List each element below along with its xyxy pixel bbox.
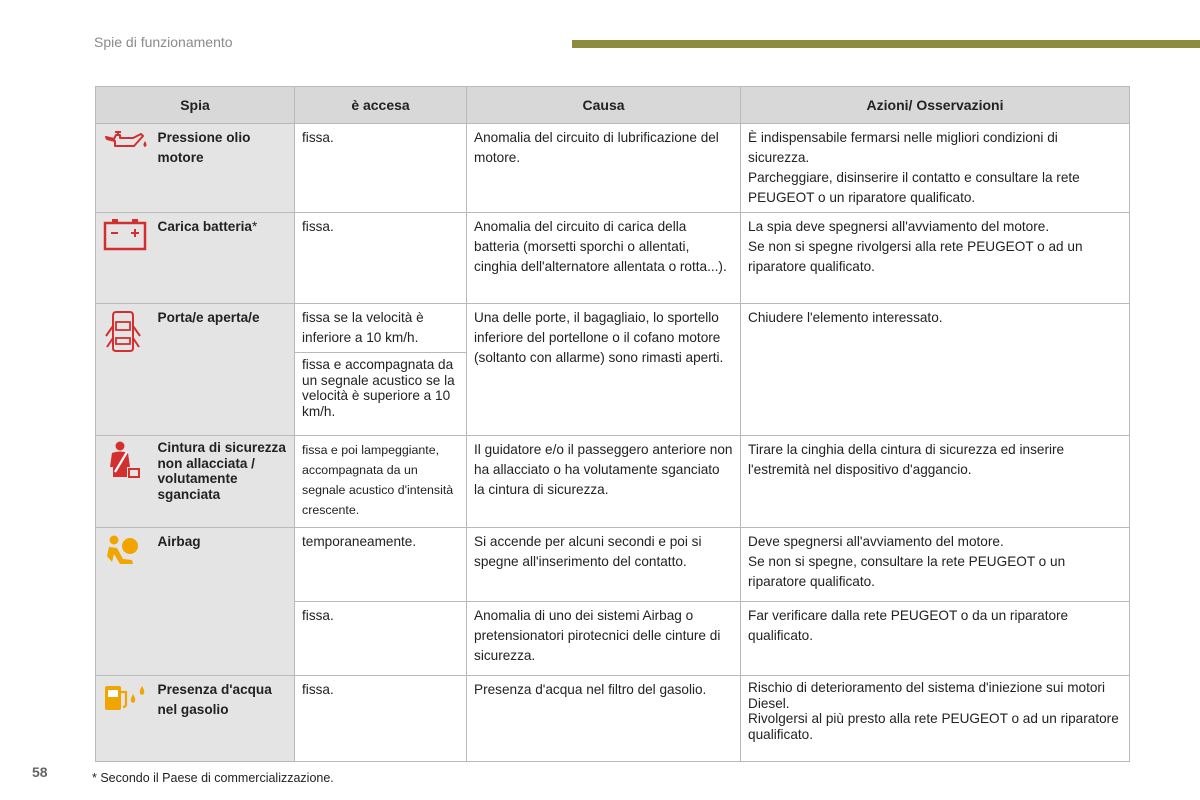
row-state: fissa. xyxy=(295,124,467,213)
row-state-b: fissa. xyxy=(295,602,467,676)
row-action: Chiudere l'elemento interessato. xyxy=(741,304,1130,436)
row-action: Tirare la cinghia della cintura di sicurezza ed inserire l'estremità nel dispositivo d'aggancio. xyxy=(741,436,1130,528)
seatbelt-icon xyxy=(105,468,141,483)
header-accent-bar xyxy=(572,40,1200,48)
footnote-marker: * xyxy=(251,219,258,234)
row-cause: Il guidatore e/o il passeggero anteriore non ha allacciato o ha volutamente sganciato la cintura di sicurezza. xyxy=(467,436,741,528)
section-title: Spie di funzionamento xyxy=(94,34,233,50)
row-cause-b: Anomalia di uno dei sistemi Airbag o pretensionatori pirotecnici delle cinture di sicurezza. xyxy=(467,602,741,676)
table-row xyxy=(96,213,1130,304)
row-state: fissa se la velocità è inferiore a 10 km/h. xyxy=(295,304,467,353)
header-accesa: è accesa xyxy=(295,87,467,124)
row-name: Porta/e aperta/e xyxy=(157,310,260,325)
header-causa: Causa xyxy=(467,87,741,124)
row-state-2: fissa e accompagnata da un segnale acustico se la velocità è superiore a 10 km/h. xyxy=(295,353,467,436)
row-action: Rischio di deterioramento del sistema d'iniezione sui motori Diesel. xyxy=(748,680,1105,711)
row-action-2: Parcheggiare, disinserire il contatto e consultare la rete PEUGEOT o un riparatore qualificato. xyxy=(748,170,1080,205)
row-state: fissa. xyxy=(295,213,467,304)
oil-pressure-icon xyxy=(103,142,149,157)
battery-icon xyxy=(103,239,147,254)
table-row xyxy=(96,124,1130,213)
water-in-diesel-icon xyxy=(103,702,149,717)
footnote: * Secondo il Paese di commercializzazione. xyxy=(92,771,334,785)
door-open-icon xyxy=(104,342,142,357)
row-cause: Anomalia del circuito di carica della batteria (morsetti sporchi o allentati, cinghia dell'alternatore allentata o rotta...). xyxy=(467,213,741,304)
row-action: È indispensabile fermarsi nelle migliori condizioni di sicurezza. xyxy=(748,130,1058,165)
row-name: Carica batteria xyxy=(157,219,252,234)
row-action-2: Rivolgersi al più presto alla rete PEUGEOT o ad un riparatore qualificato. xyxy=(748,711,1119,742)
row-state: fissa e poi lampeggiante, accompagnata da un segnale acustico d'intensità crescente. xyxy=(295,436,467,528)
row-action-2: Se non si spegne, consultare la rete PEUGEOT o un riparatore qualificato. xyxy=(748,554,1066,589)
row-action-2: Se non si spegne rivolgersi alla rete PEUGEOT o ad un riparatore qualificato. xyxy=(748,239,1083,274)
warning-lights-table xyxy=(95,86,1130,762)
row-cause: Si accende per alcuni secondi e poi si spegne all'inserimento del contatto. xyxy=(467,528,741,602)
header-spia: Spia xyxy=(96,87,295,124)
row-state: temporaneamente. xyxy=(295,528,467,602)
row-name: Presenza d'acqua nel gasolio xyxy=(157,682,272,717)
row-name: Airbag xyxy=(157,534,201,549)
row-cause: Anomalia del circuito di lubrificazione del motore. xyxy=(467,124,741,213)
header-azioni: Azioni/ Osservazioni xyxy=(741,87,1130,124)
row-cause: Una delle porte, il bagagliaio, lo sportello inferiore del portellone o il cofano motore (soltanto con allarme) sono rimasti aperti. xyxy=(467,304,741,436)
row-action: La spia deve spegnersi all'avviamento del motore. xyxy=(748,219,1050,234)
row-name: Cintura di sicurezza non allacciata / volutamente sganciata xyxy=(157,440,286,502)
table-row xyxy=(96,528,1130,602)
row-cause: Presenza d'acqua nel filtro del gasolio. xyxy=(467,676,741,762)
row-state: fissa. xyxy=(295,676,467,762)
table-row xyxy=(96,436,1130,528)
table-row xyxy=(96,304,1130,353)
row-action: Deve spegnersi all'avviamento del motore. xyxy=(748,534,1004,549)
table-header-row xyxy=(96,87,1130,124)
row-name: Pressione olio motore xyxy=(157,130,251,165)
airbag-icon xyxy=(103,560,143,575)
row-action-b: Far verificare dalla rete PEUGEOT o da un riparatore qualificato. xyxy=(741,602,1130,676)
table-row xyxy=(96,676,1130,762)
page-number: 58 xyxy=(32,764,48,780)
